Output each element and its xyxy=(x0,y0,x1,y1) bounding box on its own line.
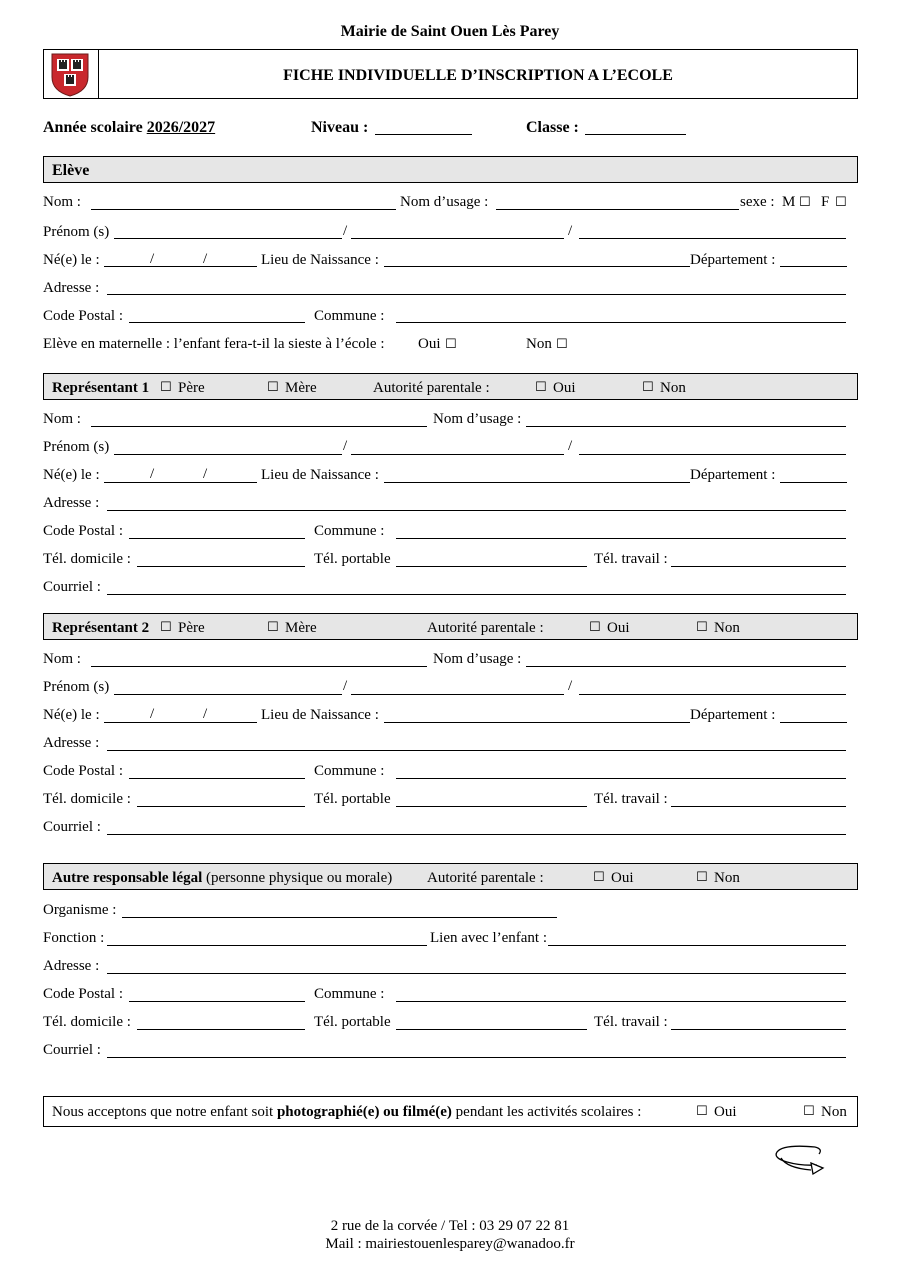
lien-label: Lien avec l’enfant : xyxy=(430,930,548,946)
rep2-mere-checkbox[interactable]: ☐ xyxy=(267,620,279,635)
rep1-departement-field[interactable] xyxy=(780,482,847,483)
date-slash: / xyxy=(150,251,155,267)
fonction-field[interactable] xyxy=(107,945,427,946)
annee-value: 2026/2027 xyxy=(146,119,216,136)
rep1-ne-le-label: Né(e) le : xyxy=(43,467,100,483)
autre-autorite-label: Autorité parentale : xyxy=(427,870,544,886)
date-slash: / xyxy=(203,251,208,267)
sieste-non-checkbox[interactable]: ☐ xyxy=(556,337,568,352)
rep1-autorite-oui-checkbox[interactable]: ☐ xyxy=(535,380,547,395)
rep2-prenom-label: Prénom (s) xyxy=(43,679,110,695)
rep2-tel-port-label: Tél. portable xyxy=(314,791,391,807)
autre-tel-trav-field[interactable] xyxy=(671,1029,846,1030)
rep1-mere-label: Mère xyxy=(285,380,317,396)
rep2-lieu-field[interactable] xyxy=(384,722,690,723)
eleve-sexe-f-label: F xyxy=(821,194,830,210)
coat-of-arms-icon xyxy=(49,51,91,97)
photo-oui-checkbox[interactable]: ☐ xyxy=(696,1104,708,1119)
sieste-oui-label: Oui xyxy=(418,336,441,352)
lien-field[interactable] xyxy=(548,945,846,946)
rep2-tel-port-field[interactable] xyxy=(396,806,587,807)
rep2-section-header xyxy=(43,613,858,640)
classe-field[interactable] xyxy=(585,134,686,135)
rep2-departement-label: Département : xyxy=(690,707,776,723)
rep2-tel-trav-label: Tél. travail : xyxy=(594,791,668,807)
fonction-label: Fonction : xyxy=(43,930,105,946)
autre-courriel-label: Courriel : xyxy=(43,1042,101,1058)
rep1-tel-trav-label: Tél. travail : xyxy=(594,551,668,567)
rep2-nom-usage-label: Nom d’usage : xyxy=(433,651,522,667)
date-slash: / xyxy=(150,706,155,722)
rep1-nom-label: Nom : xyxy=(43,411,81,427)
eleve-cp-field[interactable] xyxy=(129,322,305,323)
slash: / xyxy=(568,678,573,694)
date-slash: / xyxy=(203,706,208,722)
rep1-section-header xyxy=(43,373,858,400)
rep1-courriel-label: Courriel : xyxy=(43,579,101,595)
autre-tel-dom-label: Tél. domicile : xyxy=(43,1014,131,1030)
rep2-cp-label: Code Postal : xyxy=(43,763,124,779)
annee-label: Année scolaire 2026/2027 xyxy=(43,119,216,136)
rep2-departement-field[interactable] xyxy=(780,722,847,723)
autre-cp-field[interactable] xyxy=(129,1001,305,1002)
eleve-prenom-2-field[interactable] xyxy=(351,238,564,239)
rep2-pere-checkbox[interactable]: ☐ xyxy=(160,620,172,635)
eleve-section-header xyxy=(43,156,858,183)
autre-courriel-field[interactable] xyxy=(107,1057,846,1058)
autre-adresse-label: Adresse : xyxy=(43,958,100,974)
mairie-heading: Mairie de Saint Ouen Lès Parey xyxy=(340,23,560,40)
rep2-nom-usage-field[interactable] xyxy=(526,666,846,667)
eleve-commune-label: Commune : xyxy=(314,308,385,324)
rep1-tel-trav-field[interactable] xyxy=(671,566,846,567)
rep1-nom-usage-field[interactable] xyxy=(526,426,846,427)
rep1-prenom-1-field[interactable] xyxy=(114,454,342,455)
eleve-nom-usage-field[interactable] xyxy=(496,209,739,210)
sieste-non-label: Non xyxy=(526,336,552,352)
rep2-autorite-non-label: Non xyxy=(714,620,740,636)
autre-autorite-non-label: Non xyxy=(714,870,740,886)
rep1-cp-label: Code Postal : xyxy=(43,523,124,539)
photo-non-label: Non xyxy=(821,1104,847,1120)
title-box xyxy=(43,49,858,99)
eleve-sexe-label: sexe : xyxy=(740,194,775,210)
eleve-departement-field[interactable] xyxy=(780,266,847,267)
slash: / xyxy=(343,223,348,239)
slash: / xyxy=(568,438,573,454)
rep1-adresse-field[interactable] xyxy=(107,510,846,511)
rep2-tel-dom-label: Tél. domicile : xyxy=(43,791,131,807)
photo-consent-text: Nous acceptons que notre enfant soit photographié(e) ou filmé(e) pendant les activités scolaires : xyxy=(52,1104,642,1120)
rep1-tel-port-field[interactable] xyxy=(396,566,587,567)
date-slash: / xyxy=(203,466,208,482)
rep1-autorite-non-checkbox[interactable]: ☐ xyxy=(642,380,654,395)
rep2-adresse-field[interactable] xyxy=(107,750,846,751)
rep1-adresse-label: Adresse : xyxy=(43,495,100,511)
rep1-pere-label: Père xyxy=(178,380,205,396)
eleve-nom-field[interactable] xyxy=(91,209,396,210)
autre-autorite-non-checkbox[interactable]: ☐ xyxy=(696,870,708,885)
eleve-date-field[interactable] xyxy=(104,266,257,267)
rep2-autorite-label: Autorité parentale : xyxy=(427,620,544,636)
rep2-autorite-oui-checkbox[interactable]: ☐ xyxy=(589,620,601,635)
slash: / xyxy=(343,678,348,694)
organisme-field[interactable] xyxy=(122,917,557,918)
rep2-adresse-label: Adresse : xyxy=(43,735,100,751)
eleve-sexe-m-label: M xyxy=(782,194,796,210)
rep1-courriel-field[interactable] xyxy=(107,594,846,595)
rep2-commune-field[interactable] xyxy=(396,778,846,779)
rep2-autorite-oui-label: Oui xyxy=(607,620,630,636)
eleve-prenom-label: Prénom (s) xyxy=(43,224,110,240)
eleve-lieu-field[interactable] xyxy=(384,266,690,267)
rep1-nom-field[interactable] xyxy=(91,426,427,427)
rep1-departement-label: Département : xyxy=(690,467,776,483)
niveau-label: Niveau : xyxy=(311,119,369,136)
turn-page-arrow-icon xyxy=(773,1140,827,1176)
photo-non-checkbox[interactable]: ☐ xyxy=(803,1104,815,1119)
rep2-mere-label: Mère xyxy=(285,620,317,636)
eleve-adresse-label: Adresse : xyxy=(43,280,100,296)
rep1-title: Représentant 1 xyxy=(52,380,150,396)
photo-consent-box xyxy=(43,1096,858,1127)
eleve-prenom-1-field[interactable] xyxy=(114,238,342,239)
rep1-mere-checkbox[interactable]: ☐ xyxy=(267,380,279,395)
eleve-departement-label: Département : xyxy=(690,252,776,268)
footer-address: 2 rue de la corvée / Tel : 03 29 07 22 81 xyxy=(330,1218,570,1234)
autre-title: Autre responsable légal (personne physique ou morale) xyxy=(52,870,393,886)
rep2-tel-dom-field[interactable] xyxy=(137,806,305,807)
rep2-commune-label: Commune : xyxy=(314,763,385,779)
eleve-ne-le-label: Né(e) le : xyxy=(43,252,100,268)
autre-cp-label: Code Postal : xyxy=(43,986,124,1002)
autre-adresse-field[interactable] xyxy=(107,973,846,974)
sieste-oui-checkbox[interactable]: ☐ xyxy=(445,337,457,352)
organisme-label: Organisme : xyxy=(43,902,117,918)
autre-tel-port-field[interactable] xyxy=(396,1029,587,1030)
autre-commune-label: Commune : xyxy=(314,986,385,1002)
rep2-courriel-label: Courriel : xyxy=(43,819,101,835)
rep2-nom-field[interactable] xyxy=(91,666,427,667)
footer-mail: Mail : mairiestouenlesparey@wanadoo.fr xyxy=(325,1236,575,1252)
rep1-nom-usage-label: Nom d’usage : xyxy=(433,411,522,427)
eleve-prenom-3-field[interactable] xyxy=(579,238,846,239)
rep1-commune-field[interactable] xyxy=(396,538,846,539)
rep2-lieu-label: Lieu de Naissance : xyxy=(261,707,379,723)
rep2-date-field[interactable] xyxy=(104,722,257,723)
eleve-title: Elève xyxy=(52,162,90,179)
autre-tel-dom-field[interactable] xyxy=(137,1029,305,1030)
rep1-tel-dom-label: Tél. domicile : xyxy=(43,551,131,567)
rep1-prenom-3-field[interactable] xyxy=(579,454,846,455)
rep2-cp-field[interactable] xyxy=(129,778,305,779)
rep1-lieu-label: Lieu de Naissance : xyxy=(261,467,379,483)
eleve-sieste-question: Elève en maternelle : l’enfant fera-t-il la sieste à l’école : xyxy=(43,336,385,352)
rep1-prenom-2-field[interactable] xyxy=(351,454,564,455)
slash: / xyxy=(568,223,573,239)
eleve-commune-field[interactable] xyxy=(396,322,846,323)
rep1-lieu-field[interactable] xyxy=(384,482,690,483)
niveau-field[interactable] xyxy=(375,134,472,135)
rep1-date-field[interactable] xyxy=(104,482,257,483)
rep1-autorite-label: Autorité parentale : xyxy=(373,380,490,396)
classe-label: Classe : xyxy=(526,119,579,136)
rep2-tel-trav-field[interactable] xyxy=(671,806,846,807)
rep2-courriel-field[interactable] xyxy=(107,834,846,835)
eleve-adresse-field[interactable] xyxy=(107,294,846,295)
rep2-pere-label: Père xyxy=(178,620,205,636)
autre-autorite-oui-checkbox[interactable]: ☐ xyxy=(593,870,605,885)
autre-section-header xyxy=(43,863,858,890)
rep1-autorite-oui-label: Oui xyxy=(553,380,576,396)
slash: / xyxy=(343,438,348,454)
photo-oui-label: Oui xyxy=(714,1104,737,1120)
rep1-tel-port-label: Tél. portable xyxy=(314,551,391,567)
eleve-nom-usage-label: Nom d’usage : xyxy=(400,194,489,210)
form-title: FICHE INDIVIDUELLE D’INSCRIPTION A L’ECOLE xyxy=(283,67,673,84)
rep1-cp-field[interactable] xyxy=(129,538,305,539)
rep2-prenom-3-field[interactable] xyxy=(579,694,846,695)
rep1-prenom-label: Prénom (s) xyxy=(43,439,110,455)
rep2-ne-le-label: Né(e) le : xyxy=(43,707,100,723)
rep1-tel-dom-field[interactable] xyxy=(137,566,305,567)
autre-tel-trav-label: Tél. travail : xyxy=(594,1014,668,1030)
eleve-sexe-m-checkbox[interactable]: ☐ xyxy=(799,195,811,210)
eleve-sexe-f-checkbox[interactable]: ☐ xyxy=(835,195,847,210)
eleve-lieu-label: Lieu de Naissance : xyxy=(261,252,379,268)
eleve-nom-label: Nom : xyxy=(43,194,81,210)
rep2-title: Représentant 2 xyxy=(52,620,150,636)
autre-commune-field[interactable] xyxy=(396,1001,846,1002)
rep1-autorite-non-label: Non xyxy=(660,380,686,396)
date-slash: / xyxy=(150,466,155,482)
rep2-prenom-2-field[interactable] xyxy=(351,694,564,695)
rep1-commune-label: Commune : xyxy=(314,523,385,539)
rep2-autorite-non-checkbox[interactable]: ☐ xyxy=(696,620,708,635)
autre-autorite-oui-label: Oui xyxy=(611,870,634,886)
autre-tel-port-label: Tél. portable xyxy=(314,1014,391,1030)
rep2-prenom-1-field[interactable] xyxy=(114,694,342,695)
eleve-cp-label: Code Postal : xyxy=(43,308,124,324)
rep1-pere-checkbox[interactable]: ☐ xyxy=(160,380,172,395)
rep2-nom-label: Nom : xyxy=(43,651,81,667)
